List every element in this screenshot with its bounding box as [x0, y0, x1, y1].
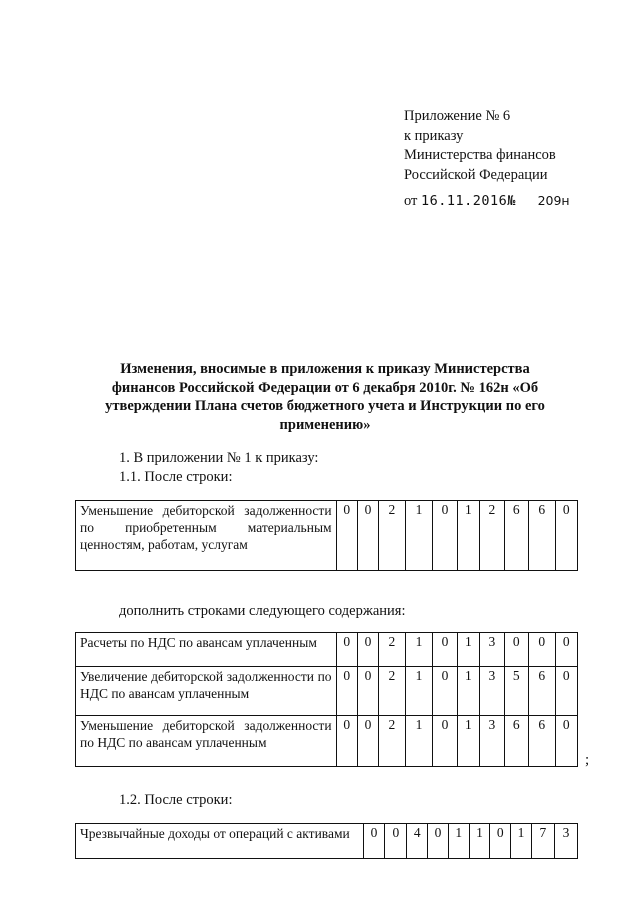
account-code-digit: 1	[457, 501, 479, 571]
account-name: Чрезвычайные доходы от операций с активами	[76, 824, 364, 859]
date-value: 16.11.2016№	[421, 193, 516, 209]
document-title: Изменения, вносимые в приложения к приказу Министерства финансов Российской Федерации от 6 декабря 2010г. № 162н «Об утверждении Плана счетов бюджетного учета и Инструкции по его применению»	[105, 361, 545, 433]
account-code-digit: 1	[405, 633, 433, 667]
account-code-digit: 2	[379, 501, 406, 571]
account-table-before-2	[75, 823, 578, 859]
account-code-digit: 3	[480, 716, 504, 767]
account-code-digit: 0	[336, 667, 357, 716]
account-code-digit: 0	[357, 667, 378, 716]
table-row	[76, 633, 578, 667]
account-code-digit: 1	[457, 633, 479, 667]
account-code-digit: 0	[433, 716, 457, 767]
account-code-digit: 5	[504, 667, 528, 716]
paragraph-supplement: дополнить строками следующего содержания:	[119, 603, 406, 619]
account-code-digit: 0	[357, 633, 378, 667]
account-code-digit: 6	[529, 667, 556, 716]
table-row	[76, 667, 578, 716]
account-code-digit: 2	[480, 501, 504, 571]
account-code-digit: 0	[555, 501, 577, 571]
account-code-digit: 0	[433, 633, 457, 667]
paragraph-1-2: 1.2. После строки:	[119, 792, 233, 808]
account-code-digit: 3	[480, 633, 504, 667]
account-name: Увеличение дебиторской задолженности по НДС по авансам уплаченным	[76, 667, 337, 716]
account-code-digit: 0	[357, 716, 378, 767]
account-name: Уменьшение дебиторской задолженности по НДС по авансам уплаченным	[76, 716, 337, 767]
account-code-digit: 1	[405, 501, 433, 571]
account-name: Уменьшение дебиторской задолженности по приобретенным материальным ценностям, работам, услугам	[76, 501, 337, 571]
account-code-digit: 0	[490, 824, 511, 859]
account-code-digit: 0	[433, 667, 457, 716]
account-code-digit: 2	[379, 716, 406, 767]
account-table-added	[75, 632, 578, 767]
semicolon: ;	[585, 752, 590, 768]
account-code-digit: 1	[469, 824, 490, 859]
account-code-digit: 4	[407, 824, 428, 859]
account-code-digit: 0	[357, 501, 378, 571]
order-number: 209н	[537, 193, 570, 208]
table-row	[76, 824, 578, 859]
account-code-digit: 6	[504, 716, 528, 767]
account-code-digit: 0	[529, 633, 556, 667]
account-code-digit: 1	[448, 824, 469, 859]
account-code-digit: 1	[405, 716, 433, 767]
account-code-digit: 0	[504, 633, 528, 667]
approval-block	[404, 107, 570, 212]
account-code-digit: 3	[480, 667, 504, 716]
approval-line-appendix: Приложение № 6	[404, 108, 511, 124]
account-name: Расчеты по НДС по авансам уплаченным	[76, 633, 337, 667]
account-code-digit: 1	[457, 667, 479, 716]
account-code-digit: 0	[555, 716, 577, 767]
account-code-digit: 2	[379, 633, 406, 667]
table-row	[76, 716, 578, 767]
paragraph-1: 1. В приложении № 1 к приказу:	[119, 450, 319, 466]
account-code-digit: 1	[405, 667, 433, 716]
account-code-digit: 2	[379, 667, 406, 716]
account-code-digit: 0	[385, 824, 407, 859]
date-prefix: от	[404, 193, 418, 209]
account-code-digit: 0	[363, 824, 385, 859]
approval-line-order: к приказу	[404, 127, 464, 144]
account-code-digit: 7	[531, 824, 554, 859]
account-code-digit: 6	[529, 716, 556, 767]
paragraph-1-1: 1.1. После строки:	[119, 469, 233, 485]
account-table-before-1	[75, 500, 578, 571]
account-code-digit: 3	[554, 824, 577, 859]
account-code-digit: 6	[529, 501, 556, 571]
account-code-digit: 1	[457, 716, 479, 767]
account-code-digit: 0	[433, 501, 457, 571]
table-row	[76, 501, 578, 571]
approval-line-country: Российской Федерации	[404, 166, 548, 183]
account-code-digit: 1	[511, 824, 532, 859]
account-code-digit: 6	[504, 501, 528, 571]
account-code-digit: 0	[336, 716, 357, 767]
approval-date-line	[404, 191, 570, 212]
account-code-digit: 0	[428, 824, 449, 859]
account-code-digit: 0	[336, 501, 357, 571]
account-code-digit: 0	[555, 667, 577, 716]
approval-line-ministry: Министерства финансов	[404, 147, 556, 163]
account-code-digit: 0	[336, 633, 357, 667]
account-code-digit: 0	[555, 633, 577, 667]
